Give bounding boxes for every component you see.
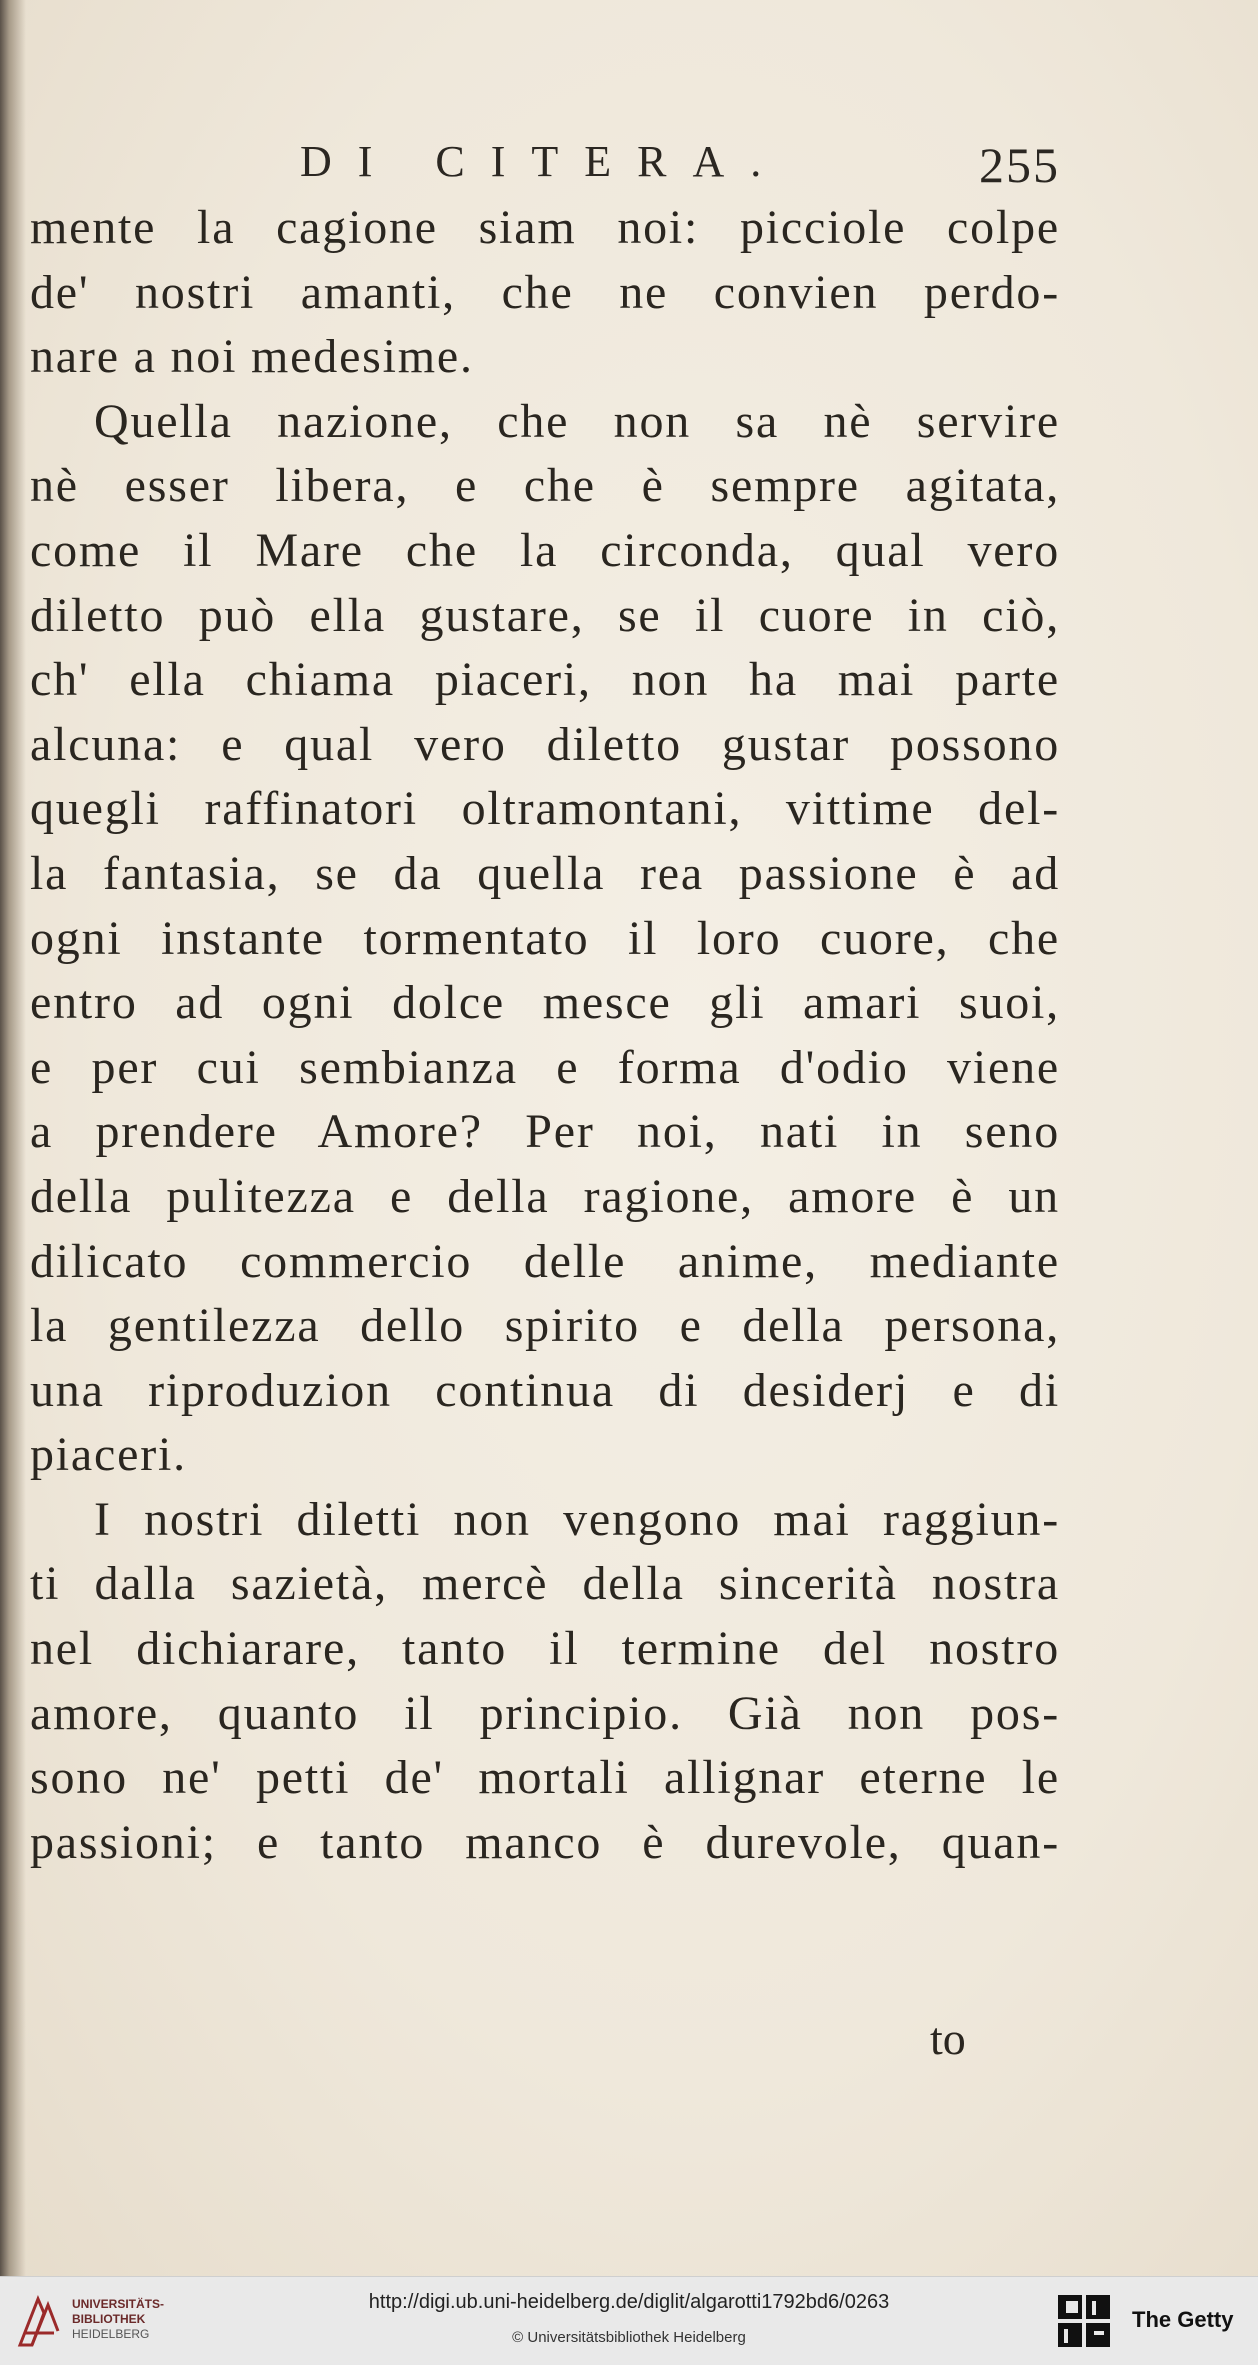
page-header (300, 136, 1060, 196)
text-line: piaceri. (30, 1428, 187, 1482)
text-line: amore, quanto il principio. Già non pos- (30, 1686, 1060, 1740)
page-number: 255 (979, 137, 1060, 193)
text-line: e per cui sembianza e forma d'odio viene (30, 1040, 1060, 1094)
text-line: passioni; e tanto manco è durevole, quan- (30, 1815, 1060, 1869)
viewer-footer (0, 2276, 1258, 2365)
text-line: ti dalla sazietà, mercè della sincerità nostra (30, 1557, 1060, 1611)
text-line: la gentilezza dello spirito e della persona, (30, 1299, 1060, 1353)
library-name-line: HEIDELBERG (72, 2327, 150, 2341)
getty-logo-icon (1056, 2291, 1114, 2351)
text-line: una riproduzion continua di desiderj e di (30, 1363, 1060, 1417)
text-line: come il Mare che la circonda, qual vero (30, 523, 1060, 577)
text-line: mente la cagione siam noi: picciole colpe (30, 201, 1060, 254)
text-line: la fantasia, se da quella rea passione è ad (30, 846, 1060, 900)
running-head: DI CITERA. (300, 137, 788, 186)
text-line: quegli raffinatori oltramontani, vittime del- (30, 782, 1060, 836)
catchword: to (930, 2013, 966, 2064)
text-line: a prendere Amore? Per noi, nati in seno (30, 1105, 1060, 1159)
text-line: diletto può ella gustare, se il cuore in ciò, (30, 588, 1060, 642)
text-line: della pulitezza e della ragione, amore è un (30, 1169, 1060, 1223)
text-line: nè esser libera, e che è sempre agitata, (30, 459, 1060, 513)
text-line: ch' ella chiama piaceri, non ha mai parte (30, 653, 1060, 707)
text-line: entro ad ogni dolce mesce gli amari suoi, (30, 976, 1060, 1030)
binding-gutter-shadow (0, 0, 26, 2276)
library-name-line: BIBLIOTHEK (72, 2312, 146, 2326)
copyright-notice: © Universitätsbibliothek Heidelberg (512, 2329, 746, 2346)
text-line: Quella nazione, che non sa nè servire (94, 394, 1060, 448)
text-line: nare a noi medesime. (30, 330, 474, 384)
library-name-line: UNIVERSITÄTS- (72, 2297, 165, 2311)
text-line: alcuna: e qual vero diletto gustar possono (30, 717, 1060, 771)
text-line: ogni instante tormentato il loro cuore, che (30, 911, 1060, 965)
text-line: I nostri diletti non vengono mai raggiun- (94, 1492, 1060, 1546)
text-line: dilicato commercio delle anime, mediante (30, 1234, 1060, 1288)
text-line: nel dichiarare, tanto il termine del nostro (30, 1622, 1060, 1676)
body-text (30, 196, 1060, 1875)
text-line: sono ne' petti de' mortali allignar eterne le (30, 1751, 1060, 1805)
permalink-url[interactable]: http://digi.ub.uni-heidelberg.de/diglit/algarotti1792bd6/0263 (368, 2291, 890, 2313)
getty-name: The Getty (1132, 2307, 1234, 2332)
text-line: de' nostri amanti, che ne convien perdo- (30, 265, 1060, 319)
